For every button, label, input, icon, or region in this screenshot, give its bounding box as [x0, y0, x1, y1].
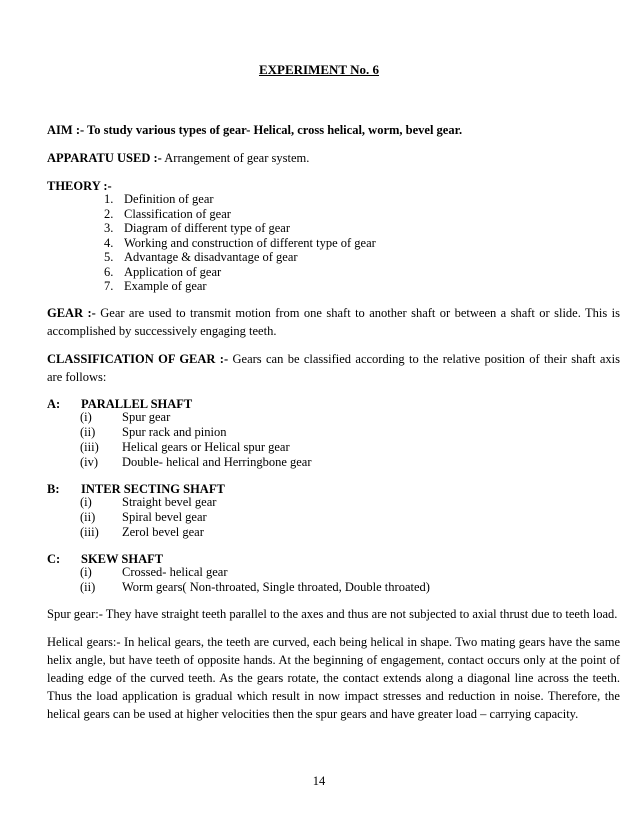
list-text: Definition of gear [124, 192, 214, 206]
classification-text: Gears can be classified according to the relative position of their shaft axis [228, 352, 620, 366]
helical-paragraph-line-1: Helical gears:- In helical gears, the teeth are curved, each being helical in shape. Two mating gears have the same [47, 635, 620, 649]
list-text: Zerol bevel gear [122, 525, 204, 539]
list-item [104, 236, 376, 251]
section-letter: C: [47, 552, 61, 566]
helical-paragraph-line-2: helix angle, but have teeth of opposite hands. At the beginning of engagement, contact occurs only at the point of [47, 653, 620, 667]
list-item [104, 221, 376, 236]
list-number: 4. [104, 235, 114, 250]
list-item [104, 279, 376, 294]
list-number: 5. [104, 250, 114, 264]
list-text: Application of gear [124, 264, 222, 279]
list-number: 2. [104, 206, 114, 221]
section-title: SKEW SHAFT [81, 552, 164, 566]
list-item [104, 265, 376, 280]
list-number: 7. [104, 279, 114, 293]
list-number: (ii) [80, 580, 96, 594]
section-letter: B: [47, 482, 60, 496]
section-c-list [80, 565, 430, 595]
list-number: (iv) [80, 455, 99, 469]
list-item [80, 510, 216, 525]
section-letter: A: [47, 397, 61, 411]
section-a-list [80, 410, 312, 470]
page-number: 14 [312, 774, 326, 788]
list-number: 3. [104, 221, 114, 235]
list-text: Double- helical and Herringbone gear [122, 455, 312, 469]
gear-definition-line-2: accomplished by successively engaging teeth. [47, 324, 277, 338]
aim-line [47, 121, 620, 139]
spur-gear-paragraph: Spur gear:- They have straight teeth parallel to the axes and thus are not subjected to axial thrust due to teeth load. [47, 607, 618, 621]
list-item [104, 207, 376, 222]
classification-line-2: are follows: [47, 370, 107, 384]
helical-paragraph-line-4: Thus the load application is gradual which result in now impact stresses and reduction in noise. Therefore, the [47, 689, 620, 703]
section-title: INTER SECTING SHAFT [81, 482, 225, 496]
list-item [104, 192, 376, 207]
helical-paragraph-line-3: leading edge of the curved teeth. As the gears rotate, the contact extends along a diagonal line across the teeth. [47, 671, 620, 685]
list-number: (ii) [80, 425, 96, 439]
apparatus-label: APPARATU USED :- [47, 151, 162, 165]
list-item [80, 495, 216, 510]
gear-label: GEAR :- [47, 306, 96, 320]
apparatus-line [47, 149, 620, 167]
list-number: (i) [80, 410, 92, 424]
gear-definition-line-1 [47, 304, 620, 322]
apparatus-text: Arrangement of gear system. [161, 151, 310, 165]
list-number: (i) [80, 565, 92, 579]
list-item [80, 455, 312, 470]
list-text: Working and construction of different type of gear [124, 235, 376, 250]
list-item [104, 250, 376, 265]
section-title: PARALLEL SHAFT [81, 397, 193, 411]
gear-text: Gear are used to transmit motion from one shaft to another shaft or between a shaft or slide. This is [95, 306, 620, 320]
list-text: Straight bevel gear [122, 495, 217, 509]
list-item [80, 425, 312, 440]
theory-list [104, 192, 376, 294]
list-number: (iii) [80, 440, 99, 454]
list-number: 6. [104, 264, 114, 279]
list-text: Helical gears or Helical spur gear [122, 440, 290, 454]
list-number: (i) [80, 495, 92, 509]
list-item [80, 580, 430, 595]
classification-line-1 [47, 350, 620, 368]
list-text: Advantage & disadvantage of gear [124, 250, 298, 264]
list-text: Crossed- helical gear [122, 565, 228, 579]
classification-label: CLASSIFICATION OF GEAR :- [47, 352, 229, 366]
list-item [80, 565, 430, 580]
list-item [80, 440, 312, 455]
list-text: Diagram of different type of gear [124, 221, 291, 235]
list-number: (ii) [80, 510, 96, 524]
list-text: Spur rack and pinion [122, 425, 227, 439]
section-b-list [80, 495, 216, 540]
helical-paragraph-line-5: helical gears can be used at higher velocities then the spur gears and have greater load – carrying capacity. [47, 707, 579, 721]
page-title: EXPERIMENT No. 6 [258, 62, 380, 77]
theory-label: THEORY :- [47, 179, 112, 193]
list-text: Spur gear [122, 410, 171, 424]
list-text: Worm gears( Non-throated, Single throated, Double throated) [122, 580, 430, 594]
list-item [80, 410, 312, 425]
list-number: 1. [104, 192, 114, 206]
list-text: Example of gear [124, 279, 207, 293]
list-item [80, 525, 216, 540]
aim-text: AIM :- To study various types of gear- Helical, cross helical, worm, bevel gear. [47, 123, 463, 137]
list-text: Classification of gear [124, 206, 231, 221]
list-number: (iii) [80, 525, 99, 539]
list-text: Spiral bevel gear [122, 510, 207, 524]
